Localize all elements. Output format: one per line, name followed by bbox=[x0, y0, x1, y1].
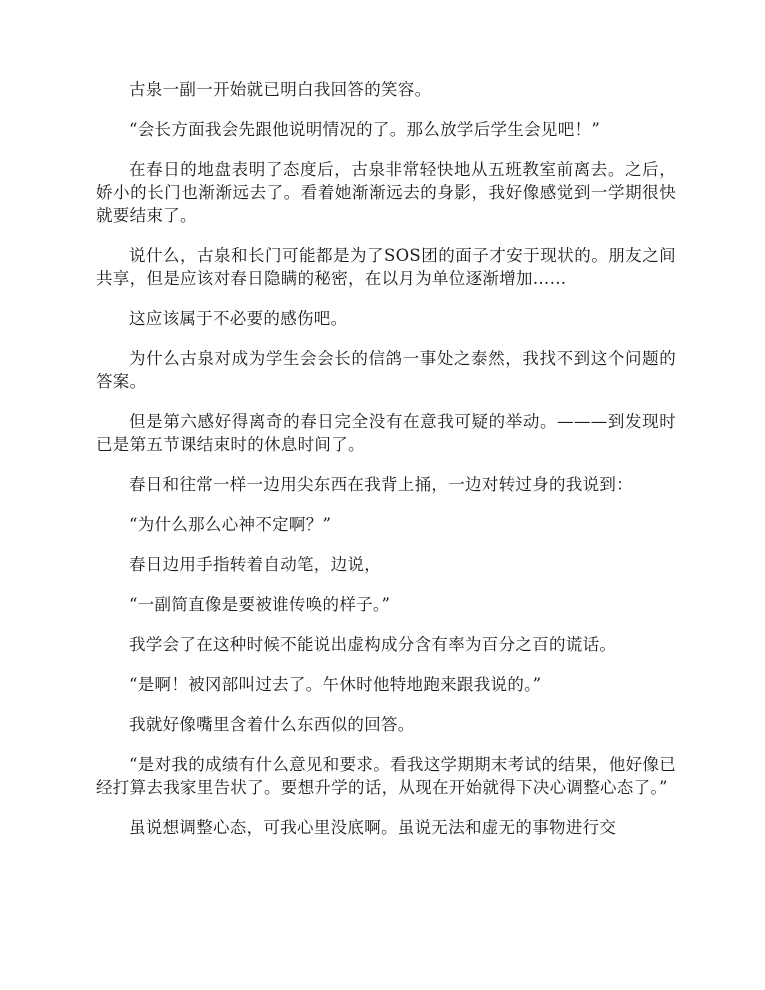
paragraph: 为什么古泉对成为学生会会长的信鸽一事处之泰然，我找不到这个问题的答案。 bbox=[96, 349, 676, 391]
paragraph: 古泉一副一开始就已明白我回答的笑容。 bbox=[129, 80, 432, 99]
paragraph: 春日和往常一样一边用尖东西在我背上捅，一边对转过身的我说到： bbox=[129, 475, 633, 494]
paragraph: 我学会了在这种时候不能说出虚构成分含有率为百分之百的谎话。 bbox=[129, 635, 617, 654]
paragraph: “会长方面我会先跟他说明情况的了。那么放学后学生会见吧！” bbox=[129, 120, 601, 139]
paragraph: “是对我的成绩有什么意见和要求。看我这学期期末考试的结果，他好像已经打算去我家里告状了。要想升学的话，从现在开始就得下决心调整心态了。” bbox=[96, 755, 676, 797]
paragraph: “为什么那么心神不定啊？” bbox=[129, 515, 332, 534]
paragraph: 但是第六感好得离奇的春日完全没有在意我可疑的举动。———到发现时已是第五节课结束时的休息时间了。 bbox=[96, 412, 676, 454]
paragraph: 我就好像嘴里含着什么东西似的回答。 bbox=[129, 715, 415, 734]
paragraph: 这应该属于不必要的感伤吧。 bbox=[129, 309, 348, 328]
paragraph: 说什么，古泉和长门可能都是为了SOS团的面子才安于现状的。朋友之间共享，但是应该对春日隐瞒的秘密，在以月为单位逐渐增加…… bbox=[96, 246, 676, 288]
paragraph: 在春日的地盘表明了态度后，古泉非常轻快地从五班教室前离去。之后，娇小的长门也渐渐远去了。看着她渐渐远去的身影，我好像感觉到一学期很快就要结束了。 bbox=[96, 160, 676, 225]
paragraph: “是啊！被冈部叫过去了。午休时他特地跑来跟我说的。” bbox=[129, 675, 542, 694]
paragraph: 虽说想调整心态，可我心里没底啊。虽说无法和虚无的事物进行交 bbox=[129, 818, 617, 837]
paragraph: “一副简直像是要被谁传唤的样子。” bbox=[129, 595, 391, 614]
document-body bbox=[96, 78, 676, 856]
paragraph: 春日边用手指转着自动笔，边说， bbox=[129, 555, 381, 574]
